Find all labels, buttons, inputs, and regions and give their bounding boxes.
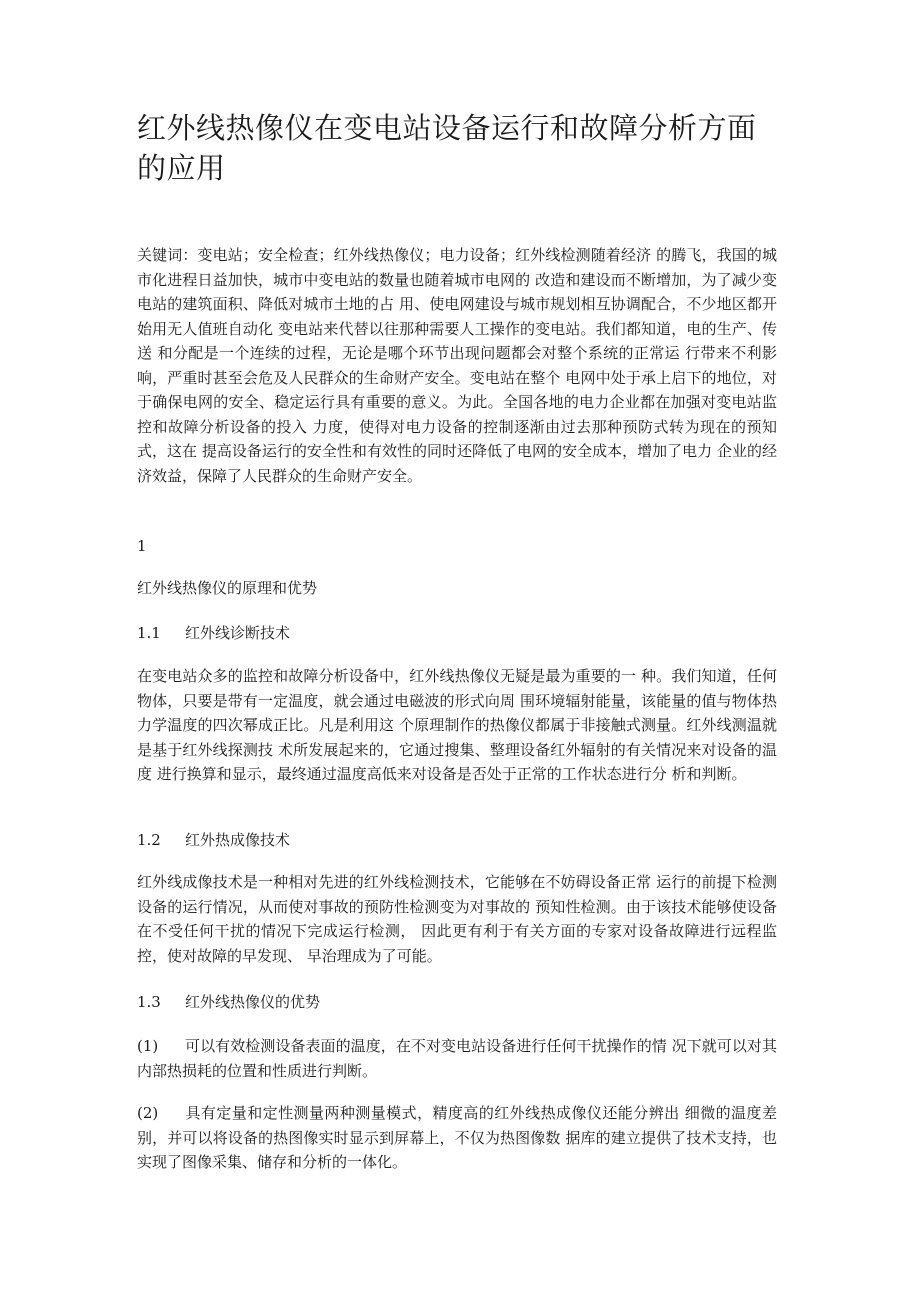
advantage-item-2 [137, 1101, 777, 1175]
section-1-2-paragraph: 红外线成像技术是一种相对先进的红外线检测技术，它能够在不妨碍设备正常 运行的前提下检测设备的运行情况，从而使对事故的预防性检测变为对事故的 预知性检测。由于该技术能够使设备在不受任何干扰的情况下完成运行检测， 因此更有利于有关方面的专家对设备故障进行远程监控，使对故障的早发现、 早治理成为了可能。 [137, 873, 777, 965]
section-1-1-number: 1.1 [137, 624, 161, 642]
section-1-3-number: 1.3 [137, 993, 161, 1011]
section-1-3-title: 红外线热像仪的优势 [185, 993, 321, 1011]
document-title: 红外线热像仪在变电站设备运行和故障分析方面的应用 [137, 111, 757, 185]
section-1-3-heading [137, 990, 320, 1014]
intro-paragraph: 关键词：变电站；安全检查；红外线热像仪；电力设备；红外线检测随着经济 的腾飞，我国的城市化进程日益加快，城市中变电站的数量也随着城市电网的 改造和建设而不断增加，为了减少变电站的建筑面积、降低对城市土地的占 用、使电网建设与城市规划相互协调配合，不少地区都开始用无人值班自动化 变电站来代替以往那种需要人工操作的变电站。我们都知道，电的生产、传送 和分配是一个连续的过程，无论是哪个环节出现问题都会对整个系统的正常运 行带来不利影响，严重时甚至会危及人民群众的生命财产安全。变电站在整个 电网中处于承上启下的地位，对于确保电网的安全、稳定运行具有重要的意义。为此。全国各地的电力企业都在加强对变电站监控和故障分析设备的投入 力度，使得对电力设备的控制逐渐由过去那种预防式转为现在的预知式，这在 提高设备运行的安全性和有效性的同时还降低了电网的安全成本，增加了电力 企业的经济效益，保障了人民群众的生命财产安全。 [137, 246, 777, 485]
section-1-number: 1 [137, 537, 147, 555]
section-1-2-heading [137, 828, 290, 852]
section-1-2-title: 红外热成像技术 [185, 831, 291, 849]
advantage-item-1 [137, 1034, 777, 1083]
section-1-1-paragraph: 在变电站众多的监控和故障分析设备中，红外线热像仪无疑是最为重要的一 种。我们知道，任何物体，只要是带有一定温度，就会通过电磁波的形式向周 围环境辐射能量，该能量的值与物体热力学温度的四次幂成正比。凡是利用这 个原理制作的热像仪都属于非接触式测量。红外线测温就是基于红外线探测技 术所发展起来的，它通过搜集、整理设备红外辐射的有关情况来对设备的温度 进行换算和显示，最终通过温度高低来对设备是否处于正常的工作状态进行分 析和判断。 [137, 667, 777, 783]
section-1-1-title: 红外线诊断技术 [185, 624, 291, 642]
section-1-1-heading [137, 621, 290, 645]
advantage-item-1-text: 可以有效检测设备表面的温度，在不对变电站设备进行任何干扰操作的情 况下就可以对其内部热损耗的位置和性质进行判断。 [137, 1037, 777, 1080]
advantage-item-1-number: (1) [137, 1037, 159, 1055]
section-1-title: 红外线热像仪的原理和优势 [137, 579, 318, 597]
advantage-item-2-number: (2) [137, 1104, 159, 1122]
section-1-2-number: 1.2 [137, 831, 161, 849]
advantage-item-2-text: 具有定量和定性测量两种测量模式，精度高的红外线热成像仪还能分辨出 细微的温度差别，并可以将设备的热图像实时显示到屏幕上，不仅为热图像数 据库的建立提供了技术支持，也实现了图像采集、储存和分析的一体化。 [137, 1104, 777, 1171]
